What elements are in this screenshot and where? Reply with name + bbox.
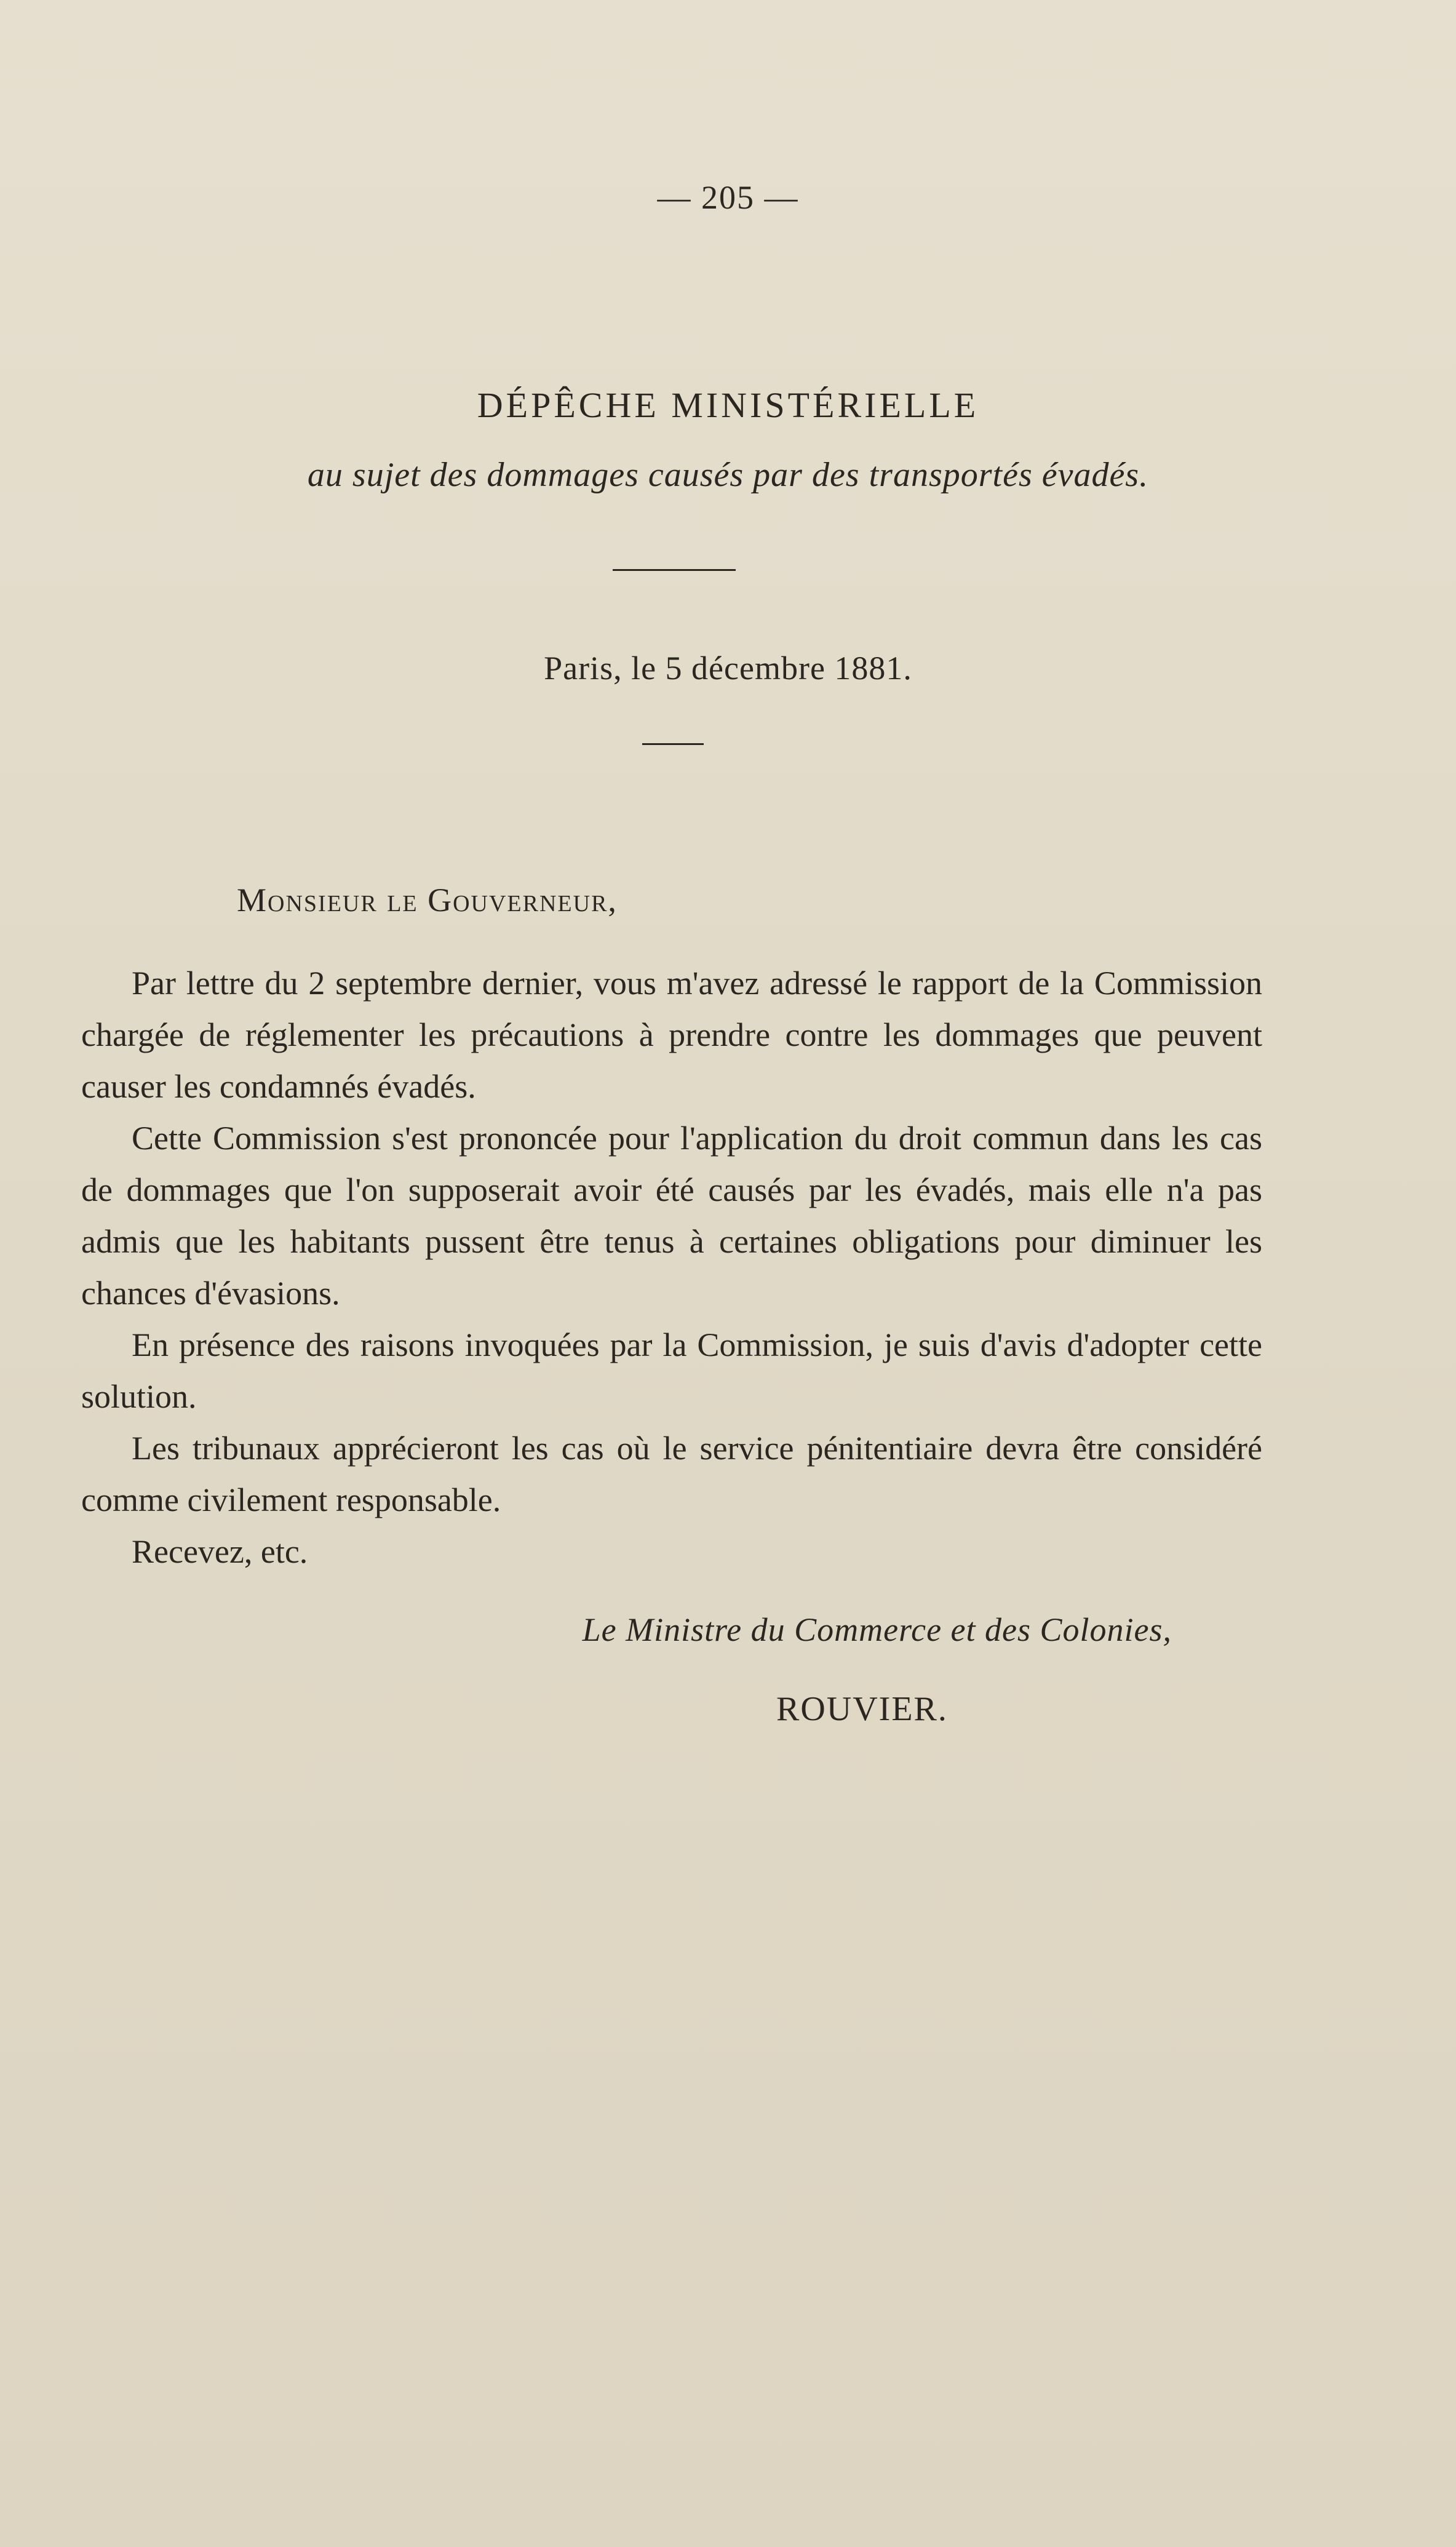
paragraph: Recevez, etc.: [132, 1533, 308, 1570]
signature-name: ROUVIER.: [776, 1690, 948, 1728]
paragraph: En présence des raisons invoquées par la Commission, je suis d'avis d'adopter cette solution.: [81, 1326, 1262, 1415]
signature-role: Le Ministre du Commerce et des Colonies,: [582, 1611, 1172, 1648]
paragraph: Cette Commission s'est prononcée pour l'application du droit commun dans les cas de dommages que l'on supposerait avoir été causés par les évadés, mais elle n'a pas admis que les habitants pussent être tenus à certaines obligations pour diminuer les chances d'évasions.: [81, 1120, 1262, 1312]
paragraph: Par lettre du 2 septembre dernier, vous m'avez adressé le rapport de la Commission chargée de réglementer les précautions à prendre contre les dommages que peuvent causer les condamnés évadés.: [81, 965, 1262, 1105]
separator-rule: [642, 743, 704, 745]
document-subtitle: au sujet des dommages causés par des transportés évadés.: [307, 456, 1149, 494]
document-title: DÉPÊCHE MINISTÉRIELLE: [477, 385, 979, 425]
salutation: Monsieur le Gouverneur,: [237, 882, 618, 919]
letter-body: [81, 957, 1262, 1577]
page-number: — 205 —: [657, 179, 799, 216]
dateline: Paris, le 5 décembre 1881.: [544, 650, 912, 687]
paragraph: Les tribunaux apprécieront les cas où le service pénitentiaire devra être considéré comme civilement responsable.: [81, 1430, 1262, 1518]
separator-rule: [613, 569, 736, 571]
